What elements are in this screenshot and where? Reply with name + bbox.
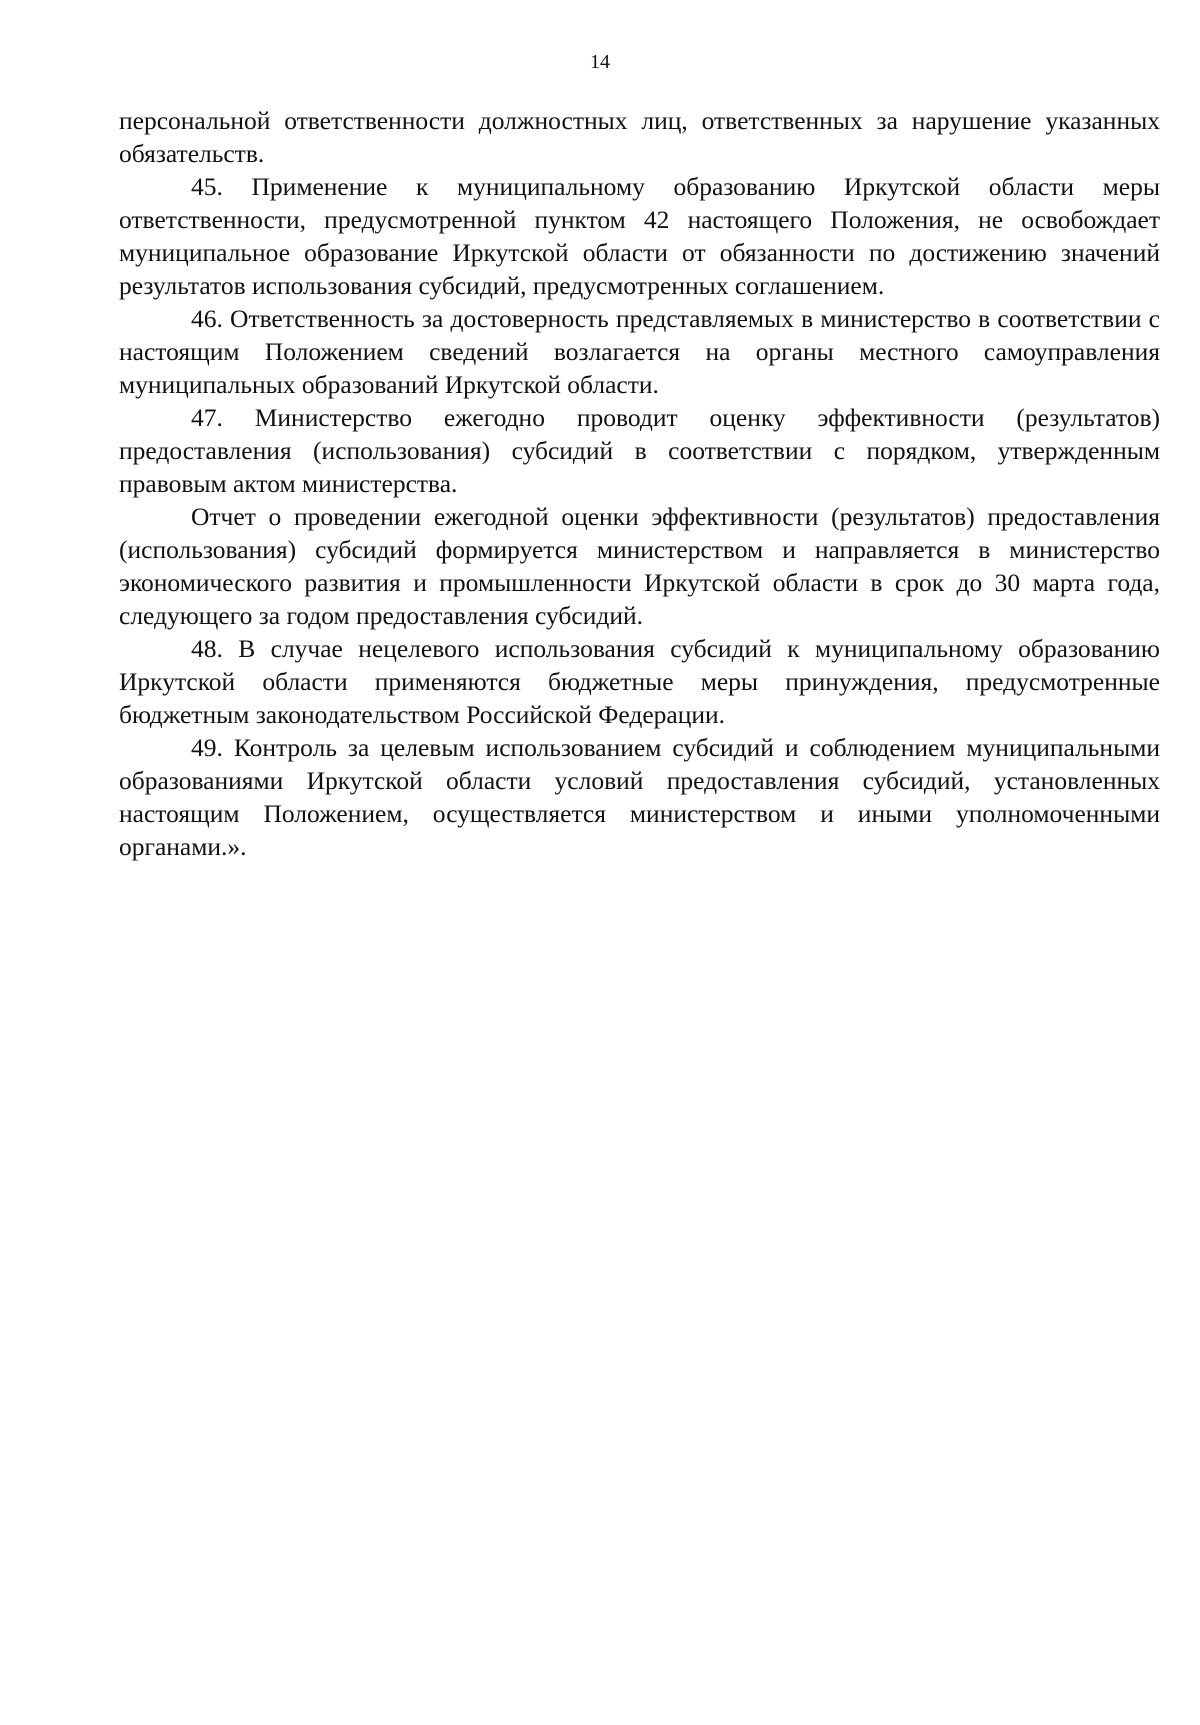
paragraph-continuation: персональной ответственности должностных лиц, ответственных за нарушение указанных обязательств. [119,106,1160,168]
paragraph-45: 45. Применение к муниципальному образованию Иркутской области меры ответственности, предусмотренной пунктом 42 настоящего Положения, не освобождает муниципальное образование Иркутской области от обязанности по достижению значений результатов использования субсидий, предусмотренных соглашением. [119,172,1160,300]
paragraph-49: 49. Контроль за целевым использованием субсидий и соблюдением муниципальными образованиями Иркутской области условий предоставления субсидий, установленных настоящим Положением, осуществляется министерством и иными уполномоченными органами.». [119,733,1160,861]
page-number: 14 [590,51,610,73]
paragraph-48: 48. В случае нецелевого использования субсидий к муниципальному образованию Иркутской области применяются бюджетные меры принуждения, предусмотренные бюджетным законодательством Российской Федерации. [119,634,1160,729]
paragraph-46: 46. Ответственность за достоверность представляемых в министерство в соответствии с настоящим Положением сведений возлагается на органы местного самоуправления муниципальных образований Иркутской области. [119,304,1160,399]
paragraph-report: Отчет о проведении ежегодной оценки эффективности (результатов) предоставления (использования) субсидий формируется министерством и направляется в министерство экономического развития и промышленности Иркутской области в срок до 30 марта года, следующего за годом предоставления субсидий. [119,502,1160,630]
paragraph-47: 47. Министерство ежегодно проводит оценку эффективности (результатов) предоставления (использования) субсидий в соответствии с порядком, утвержденным правовым актом министерства. [119,403,1160,498]
document-body [119,104,1160,863]
